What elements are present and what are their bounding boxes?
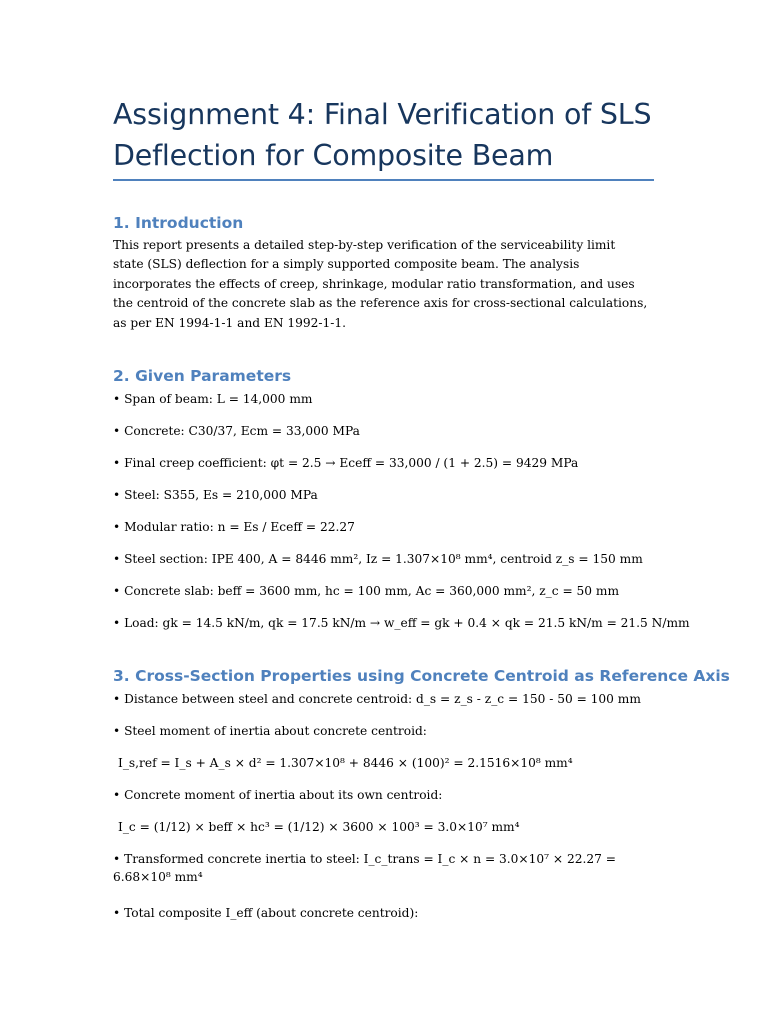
document-title: Assignment 4: Final Verification of SLS Deflection for Composite Beam [113, 98, 652, 172]
cross-section-formula: I_s,ref = I_s + A_s × d² = 1.307×10⁸ + 8446 × (100)² = 2.1516×10⁸ mm⁴ [118, 756, 573, 770]
cross-section-line: • Total composite I_eff (about concrete centroid): [113, 906, 419, 920]
cross-section-line: • Concrete moment of inertia about its own centroid: [113, 788, 443, 802]
title-divider [113, 179, 654, 181]
parameter-item-steel-section: • Steel section: IPE 400, A = 8446 mm², Iz = 1.307×10⁸ mm⁴, centroid z_s = 150 mm [113, 552, 643, 566]
parameter-item-concrete-slab: • Concrete slab: beff = 3600 mm, hc = 100 mm, Ac = 360,000 mm², z_c = 50 mm [113, 584, 620, 598]
cross-section-line: • Distance between steel and concrete centroid: d_s = z_s - z_c = 150 - 50 = 100 mm [113, 692, 641, 706]
parameter-item-creep: • Final creep coefficient: φt = 2.5 → Eceff = 33,000 / (1 + 2.5) = 9429 MPa [113, 456, 579, 470]
cross-section-formula: I_c = (1/12) × beff × hc³ = (1/12) × 3600 × 100³ = 3.0×10⁷ mm⁴ [118, 820, 520, 834]
section-heading-given-parameters: 2. Given Parameters [113, 367, 292, 385]
parameter-item-load: • Load: gk = 14.5 kN/m, qk = 17.5 kN/m → w_eff = gk + 0.4 × qk = 21.5 kN/m = 21.5 N/mm [113, 616, 690, 630]
cross-section-line: • Steel moment of inertia about concrete centroid: [113, 724, 427, 738]
cross-section-line: • Transformed concrete inertia to steel: I_c_trans = I_c × n = 3.0×10⁷ × 22.27 = 6.68×10⁸ mm⁴ [113, 852, 616, 884]
introduction-paragraph: This report presents a detailed step-by-step verification of the serviceability limit state (SLS) deflection for a simply supported composite beam. The analysis incorporates the effects of creep, shrinkage, modular ratio transformation, and uses the centroid of the concrete slab as the reference axis for cross-sectional calculations, as per EN 1994-1-1 and EN 1992-1-1. [113, 238, 648, 330]
parameter-item-concrete: • Concrete: C30/37, Ecm = 33,000 MPa [113, 424, 360, 438]
parameter-item-modular-ratio: • Modular ratio: n = Es / Eceff = 22.27 [113, 520, 355, 534]
section-heading-cross-section: 3. Cross-Section Properties using Concrete Centroid as Reference Axis [113, 667, 730, 685]
section-heading-introduction: 1. Introduction [113, 214, 244, 232]
parameter-item-steel: • Steel: S355, Es = 210,000 MPa [113, 488, 318, 502]
parameter-item-span: • Span of beam: L = 14,000 mm [113, 392, 313, 406]
